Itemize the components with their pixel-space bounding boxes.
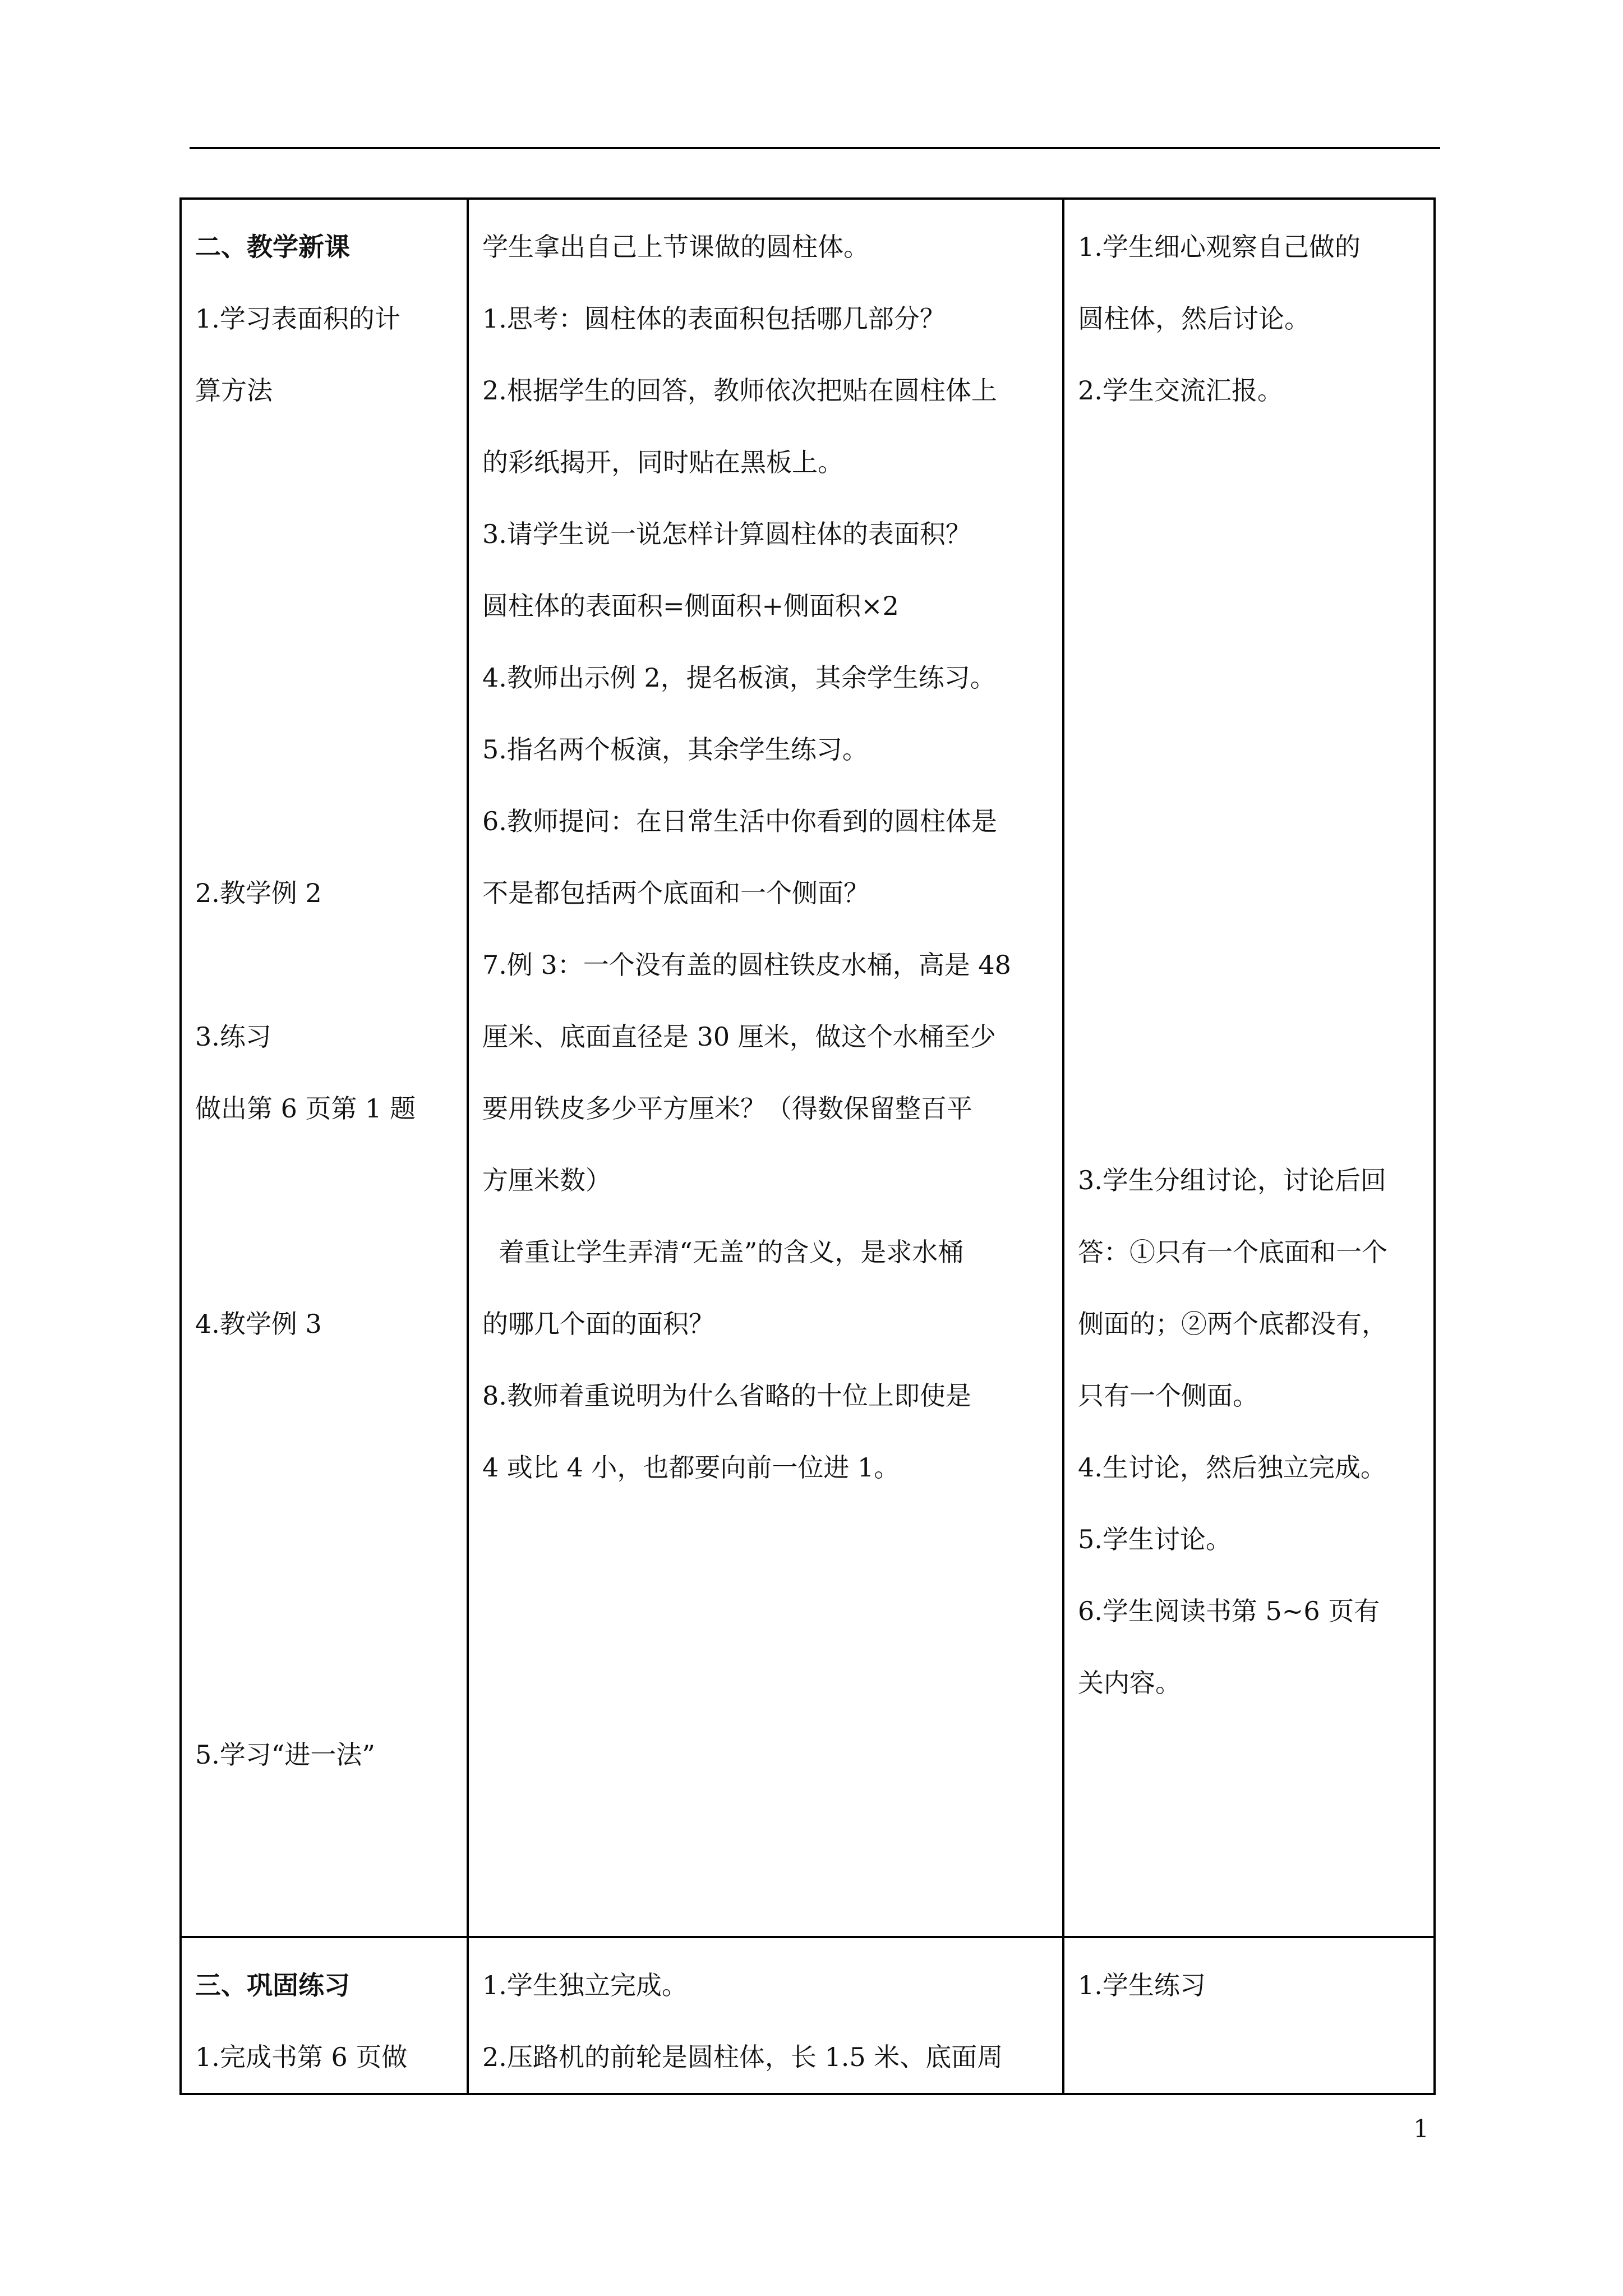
activity-line: 学生拿出自己上节课做的圆柱体。 (482, 232, 869, 262)
section-line: 5.学习“进一法” (195, 1740, 375, 1770)
section-heading: 二、教学新课 (195, 232, 350, 262)
student-line: 只有一个侧面。 (1078, 1381, 1258, 1411)
section-heading: 三、巩固练习 (195, 1970, 350, 2000)
student-line: 2.学生交流汇报。 (1078, 375, 1283, 406)
activity-line: 2.根据学生的回答，教师依次把贴在圆柱体上 (482, 375, 997, 406)
activity-line: 圆柱体的表面积=侧面积+侧面积×2 (482, 591, 899, 621)
section-line: 做出第 6 页第 1 题 (195, 1093, 416, 1124)
section-line: 4.教学例 3 (195, 1309, 322, 1339)
table-row (181, 199, 1435, 1937)
activity-line: 5.指名两个板演，其余学生练习。 (482, 734, 868, 765)
student-activity-cell (1063, 1937, 1435, 2094)
section-line: 1.完成书第 6 页做 (195, 2042, 408, 2072)
student-line: 关内容。 (1078, 1668, 1181, 1698)
lesson-plan-table (179, 197, 1436, 2095)
student-line: 4.生讨论，然后独立完成。 (1078, 1452, 1386, 1483)
teacher-activity-cell (468, 1937, 1063, 2094)
activity-line: 7.例 3：一个没有盖的圆柱铁皮水桶，高是 48 (482, 950, 1011, 980)
activity-line: 8.教师着重说明为什么省略的十位上即使是 (482, 1381, 971, 1411)
teacher-activity-cell (468, 199, 1063, 1937)
student-line: 6.学生阅读书第 5~6 页有 (1078, 1596, 1380, 1626)
section-line: 算方法 (195, 375, 273, 406)
table-row (181, 1937, 1435, 2094)
page-number: 1 (1413, 2115, 1429, 2143)
activity-line: 6.教师提问：在日常生活中你看到的圆柱体是 (482, 806, 997, 836)
student-line: 圆柱体，然后讨论。 (1078, 303, 1310, 334)
activity-line: 4 或比 4 小，也都要向前一位进 1。 (482, 1452, 900, 1483)
student-line: 答：①只有一个底面和一个 (1078, 1237, 1387, 1267)
activity-line: 1.学生独立完成。 (482, 1970, 688, 2000)
activity-line: 的彩纸揭开，同时贴在黑板上。 (482, 447, 843, 477)
section-line: 1.学习表面积的计 (195, 303, 400, 334)
section-cell (181, 199, 468, 1937)
activity-line: 不是都包括两个底面和一个侧面？ (482, 878, 869, 908)
activity-line: 3.请学生说一说怎样计算圆柱体的表面积？ (482, 519, 971, 549)
student-line: 侧面的；②两个底都没有， (1078, 1309, 1387, 1339)
activity-line: 要用铁皮多少平方厘米？（得数保留整百平 (482, 1093, 972, 1124)
activity-line: 方厘米数） (482, 1165, 611, 1195)
activity-line: 的哪几个面的面积？ (482, 1309, 714, 1339)
activity-line: 2.压路机的前轮是圆柱体，长 1.5 米、底面周 (482, 2042, 1003, 2072)
activity-line: 厘米、底面直径是 30 厘米，做这个水桶至少 (482, 1022, 996, 1052)
student-line: 1.学生细心观察自己做的 (1078, 232, 1361, 262)
student-activity-cell (1063, 199, 1435, 1937)
section-cell (181, 1937, 468, 2094)
header-rule (190, 147, 1440, 149)
activity-line: 1.思考：圆柱体的表面积包括哪几部分？ (482, 303, 946, 334)
activity-line: 着重让学生弄清“无盖”的含义，是求水桶 (482, 1237, 964, 1267)
section-line: 2.教学例 2 (195, 878, 322, 908)
activity-line: 4.教师出示例 2，提名板演，其余学生练习。 (482, 662, 996, 693)
section-line: 3.练习 (195, 1022, 271, 1052)
student-line: 1.学生练习 (1078, 1970, 1206, 2000)
student-line: 5.学生讨论。 (1078, 1524, 1232, 1554)
student-line: 3.学生分组讨论，讨论后回 (1078, 1165, 1386, 1195)
